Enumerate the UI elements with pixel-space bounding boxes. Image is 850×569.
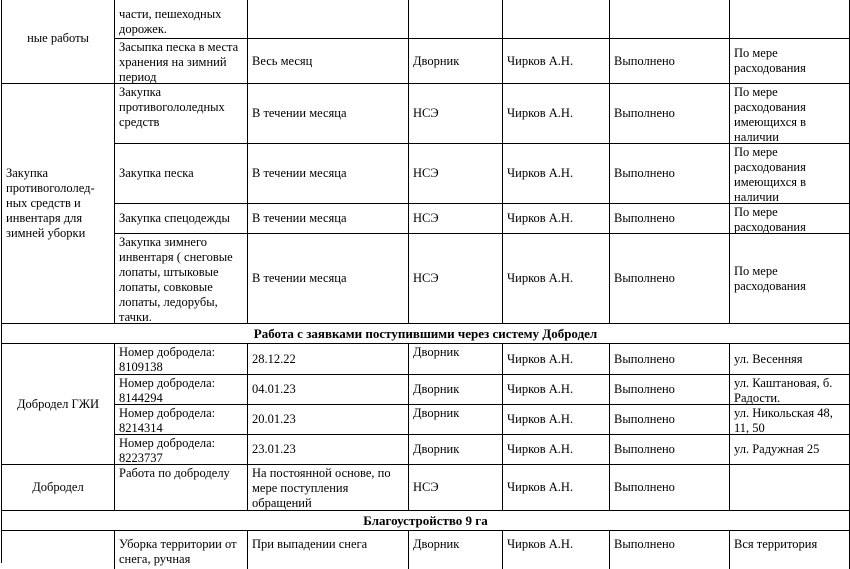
address-cell (730, 531, 850, 569)
section-header (2, 511, 850, 531)
period-text: В течении месяца (252, 166, 347, 180)
task-cell (115, 39, 248, 84)
executor-cell (409, 375, 503, 405)
period-cell (248, 465, 409, 511)
period-cell (248, 234, 409, 324)
task-text: Номер добродела: 8223737 (119, 436, 216, 465)
note-cell (730, 0, 850, 39)
responsible-text: Чирков А.Н. (507, 53, 574, 68)
period-text: 23.01.23 (252, 442, 296, 456)
note-cell (730, 39, 850, 84)
task-text: Закупка спецодежды (119, 211, 230, 225)
status-text: Выполнено (614, 53, 675, 68)
executor-text: Дворник (413, 442, 460, 456)
status-cell (610, 531, 730, 569)
note-cell (730, 204, 850, 234)
note-text: По мере расходования имеющихся в наличии (734, 85, 807, 144)
note-text: По мере расходования (734, 205, 806, 234)
status-cell (610, 234, 730, 324)
responsible-text: Чирков А.Н. (507, 442, 574, 456)
executor-text: НСЭ (413, 166, 439, 180)
address-cell (730, 344, 850, 375)
executor-text: Дворник (413, 406, 460, 420)
period-cell (248, 344, 409, 375)
executor-cell (409, 465, 503, 511)
executor-cell (409, 39, 503, 84)
group-label-cell (2, 465, 115, 511)
period-text: В течении месяца (252, 106, 347, 120)
status-cell (610, 84, 730, 144)
period-text: Весь месяц (252, 53, 313, 68)
status-cell (610, 465, 730, 511)
responsible-text: Чирков А.Н. (507, 412, 574, 426)
task-text: Работа по доброделу (119, 466, 230, 480)
responsible-cell (503, 531, 610, 569)
task-text: Номер добродела: 8214314 (119, 406, 216, 435)
group-label: Добродел ГЖИ (16, 396, 99, 411)
period-text: На постоянной основе, по мере поступления обращений (252, 466, 391, 510)
task-cell (115, 84, 248, 144)
note-text: По мере расходования (734, 46, 806, 75)
task-cell (115, 435, 248, 465)
responsible-cell (503, 435, 610, 465)
responsible-text: Чирков А.Н. (507, 480, 574, 494)
task-cell (115, 465, 248, 511)
status-cell (610, 375, 730, 405)
note-text: По мере расходования имеющихся в наличии (734, 145, 807, 204)
address-cell (730, 375, 850, 405)
status-text: Выполнено (614, 271, 675, 285)
address-text: Вся территория (734, 537, 818, 551)
group-label: Закупка противогололед-ных средств и инвентаря для зимней уборки (6, 166, 95, 240)
address-text: ул. Весенняя (734, 351, 803, 366)
address-text: ул. Никольская 48, 11, 50 (734, 406, 833, 435)
responsible-text: Чирков А.Н. (507, 537, 574, 551)
group-label-cell (2, 531, 115, 569)
responsible-cell (503, 375, 610, 405)
note-text: По мере расходования (734, 263, 806, 293)
executor-cell (409, 405, 503, 435)
task-text: Номер добродела: 8144294 (119, 376, 216, 405)
executor-text: Дворник (413, 53, 460, 68)
period-text: При выпадении снега (252, 537, 368, 551)
period-cell (248, 39, 409, 84)
group-label-cell (2, 344, 115, 465)
task-text: части, пешеходных дорожек. (119, 7, 222, 36)
responsible-cell (503, 405, 610, 435)
executor-text: Дворник (413, 382, 460, 396)
executor-cell (409, 204, 503, 234)
status-cell (610, 144, 730, 204)
group-label-cell (2, 0, 115, 84)
task-text: Закупка зимнего инвентаря ( снеговые лопаты, штыковые лопаты, совковые лопаты, ледорубы, тачки. (119, 235, 233, 324)
section-title: Благоустройство 9 га (363, 513, 488, 528)
period-text: 04.01.23 (252, 382, 296, 396)
period-cell (248, 84, 409, 144)
status-cell (610, 39, 730, 84)
task-text: Номер добродела: 8109138 (119, 345, 216, 374)
responsible-text: Чирков А.Н. (507, 351, 574, 366)
executor-text: НСЭ (413, 480, 439, 494)
period-cell (248, 144, 409, 204)
task-cell (115, 405, 248, 435)
section-title: Работа с заявками поступившими через систему Добродел (253, 326, 598, 341)
status-cell (610, 204, 730, 234)
responsible-cell (503, 234, 610, 324)
task-cell (115, 234, 248, 324)
status-cell (610, 0, 730, 39)
executor-text: Дворник (413, 345, 460, 359)
status-cell (610, 344, 730, 375)
task-text: Закупка противогололедных средств (119, 85, 225, 129)
responsible-cell (503, 204, 610, 234)
responsible-text: Чирков А.Н. (507, 106, 574, 120)
responsible-text: Чирков А.Н. (507, 166, 574, 180)
status-text: Выполнено (614, 351, 675, 366)
section-header (2, 324, 850, 344)
period-cell (248, 435, 409, 465)
responsible-cell (503, 39, 610, 84)
task-cell (115, 531, 248, 569)
period-text: В течении месяца (252, 271, 347, 285)
responsible-text: Чирков А.Н. (507, 271, 574, 285)
responsible-cell (503, 144, 610, 204)
status-text: Выполнено (614, 106, 675, 120)
status-cell (610, 435, 730, 465)
address-text: ул. Каштановая, б. Радости. (734, 376, 833, 405)
work-report-table (1, 0, 849, 566)
period-text: В течении месяца (252, 211, 347, 225)
period-cell (248, 0, 409, 39)
responsible-cell (503, 344, 610, 375)
status-text: Выполнено (614, 166, 675, 180)
address-text: ул. Радужная 25 (734, 442, 820, 456)
status-text: Выполнено (614, 442, 675, 456)
note-cell (730, 84, 850, 144)
address-cell (730, 405, 850, 435)
note-cell (730, 234, 850, 324)
status-cell (610, 405, 730, 435)
responsible-cell (503, 465, 610, 511)
executor-cell (409, 234, 503, 324)
executor-text: НСЭ (413, 271, 439, 285)
group-label-cell (2, 84, 115, 324)
status-text: Выполнено (614, 480, 675, 494)
executor-cell (409, 435, 503, 465)
group-label: ные работы (27, 30, 89, 45)
period-text: 28.12.22 (252, 351, 296, 366)
note-cell (730, 465, 850, 511)
period-text: 20.01.23 (252, 412, 296, 426)
task-cell (115, 144, 248, 204)
executor-cell (409, 0, 503, 39)
period-cell (248, 531, 409, 569)
period-cell (248, 405, 409, 435)
task-cell (115, 344, 248, 375)
task-text: Закупка песка (119, 166, 194, 180)
responsible-cell (503, 0, 610, 39)
period-cell (248, 375, 409, 405)
task-cell (115, 0, 248, 39)
task-text: Засыпка песка в места хранения на зимний период (119, 40, 239, 84)
executor-cell (409, 531, 503, 569)
task-cell (115, 204, 248, 234)
task-cell (115, 375, 248, 405)
period-cell (248, 204, 409, 234)
status-text: Выполнено (614, 211, 675, 225)
executor-text: Дворник (413, 537, 460, 551)
responsible-text: Чирков А.Н. (507, 211, 574, 225)
executor-text: НСЭ (413, 106, 439, 120)
address-cell (730, 435, 850, 465)
group-label: Добродел (32, 480, 84, 494)
responsible-text: Чирков А.Н. (507, 382, 574, 396)
responsible-cell (503, 84, 610, 144)
status-text: Выполнено (614, 537, 675, 551)
note-cell (730, 144, 850, 204)
task-text: Уборка территории от снега, ручная (119, 537, 237, 566)
executor-text: НСЭ (413, 211, 439, 225)
executor-cell (409, 144, 503, 204)
status-text: Выполнено (614, 382, 675, 396)
executor-cell (409, 84, 503, 144)
status-text: Выполнено (614, 412, 675, 426)
executor-cell (409, 344, 503, 375)
